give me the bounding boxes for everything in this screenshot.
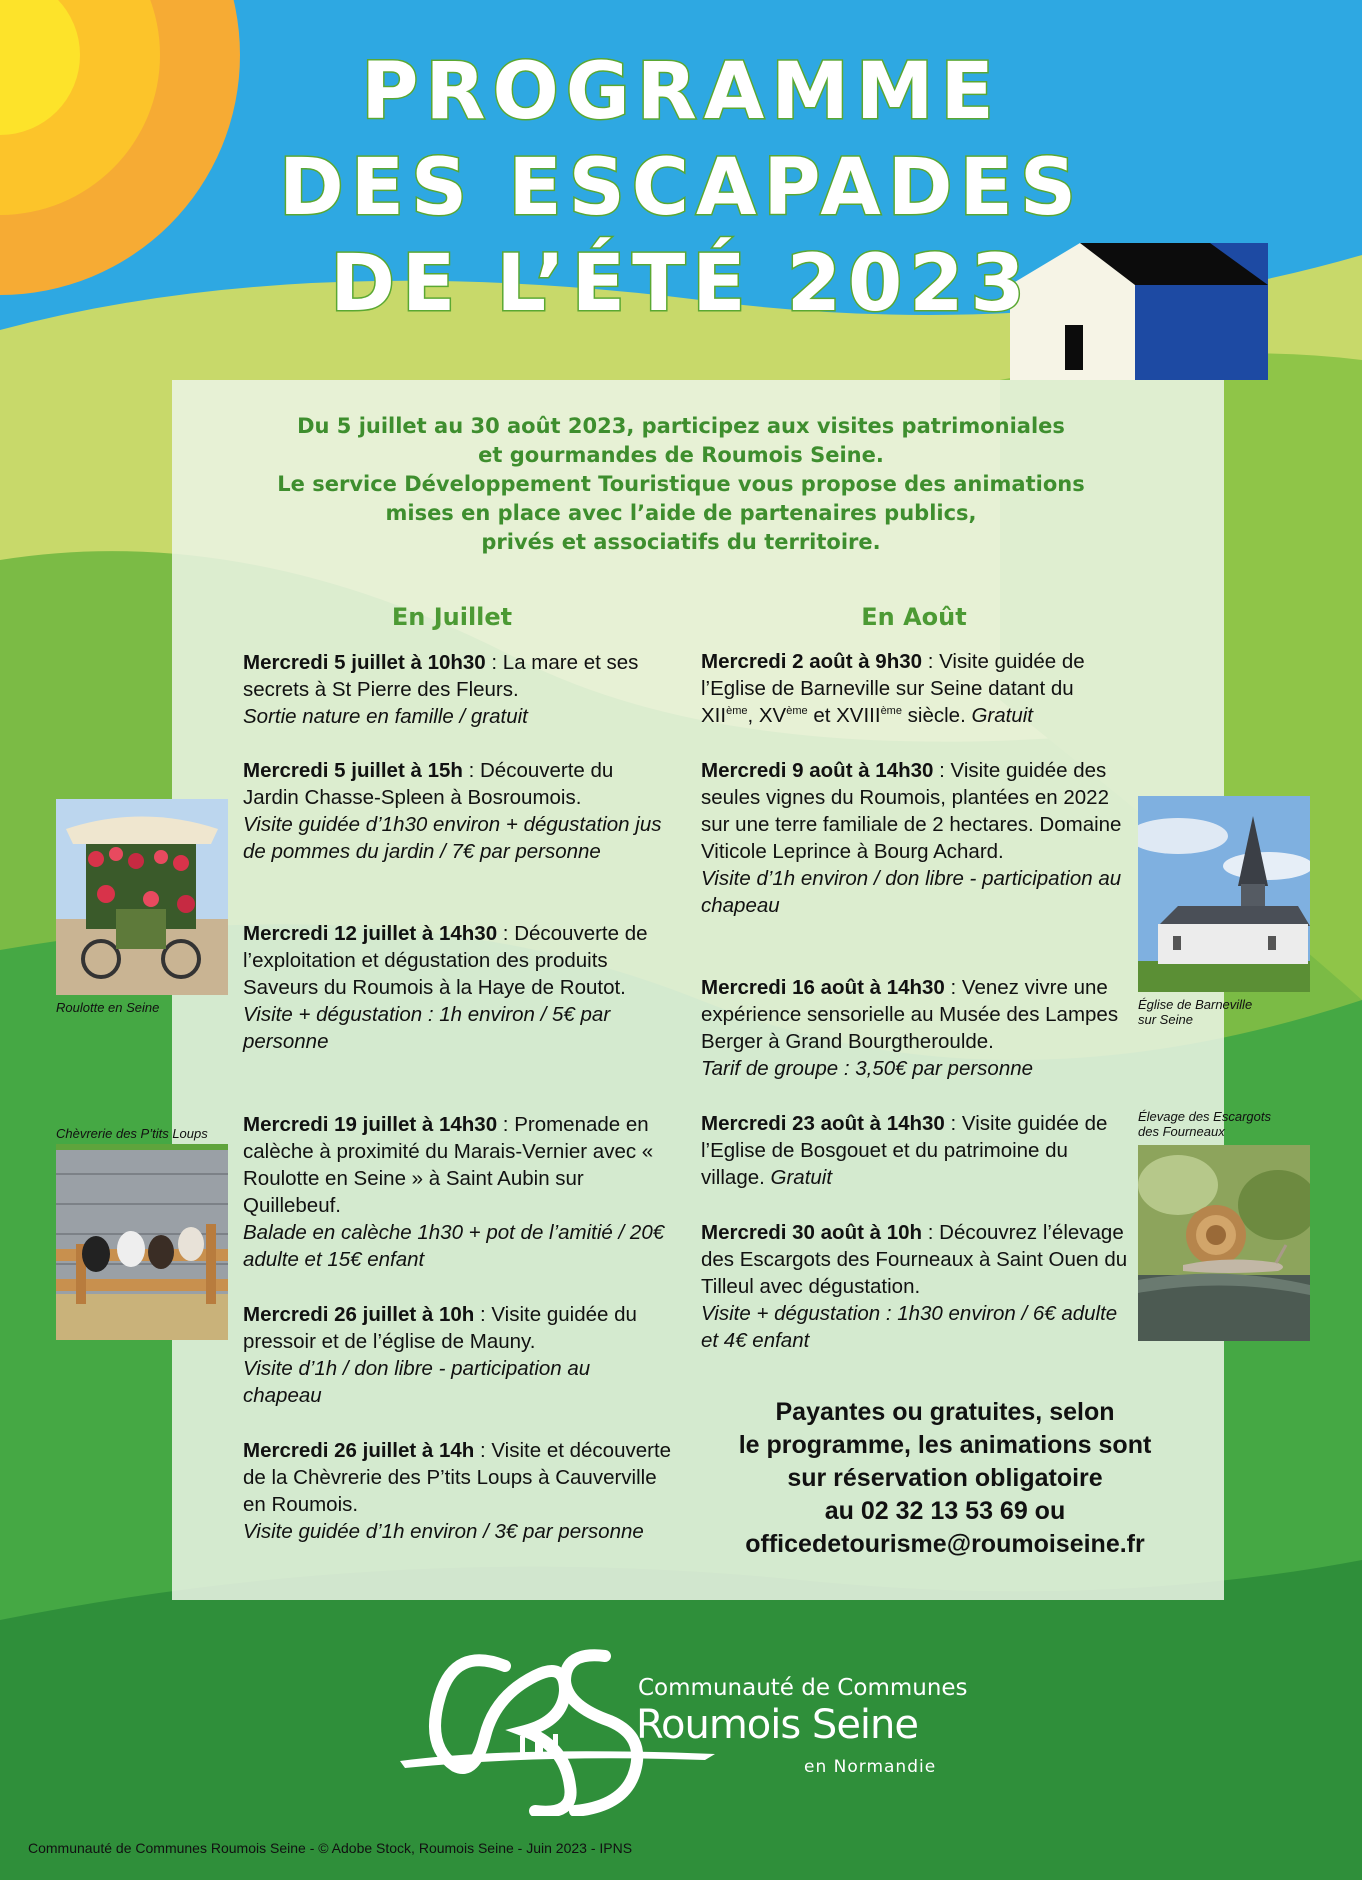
july-event-2: [243, 757, 673, 865]
event-description-part: et XVIII: [807, 704, 881, 727]
event-note: Sortie nature en famille / gratuit: [243, 705, 528, 728]
july-event-3: [243, 920, 673, 1055]
event-description: : Visite guidée de l’Eglise de Bosgouet et du patrimoine du village.: [701, 1112, 1108, 1189]
august-event-4: [701, 1110, 1131, 1191]
july-event-4: [243, 1111, 673, 1273]
photo-roulotte: [56, 799, 228, 995]
event-note: Gratuit: [971, 704, 1033, 727]
event-date: Mercredi 23 août à 14h30: [701, 1112, 945, 1135]
event-description: : Découvrez l’élevage des Escargots des Fourneaux à Saint Ouen du Tilleul avec dégustation.: [701, 1221, 1128, 1298]
event-description: : Venez vivre une expérience sensorielle au Musée des Lampes Berger à Grand Bourgtheroulde.: [701, 976, 1119, 1053]
august-event-5: [701, 1219, 1131, 1354]
superscript: ème: [786, 705, 808, 718]
reservation-contact: [700, 1396, 1190, 1561]
event-description: : La mare et ses secrets à St Pierre des Fleurs.: [243, 651, 639, 701]
august-heading: En Août: [861, 603, 967, 631]
photo-escargots: [1138, 1145, 1310, 1341]
july-event-5: [243, 1301, 673, 1409]
intro-line-1: Du 5 juillet au 30 août 2023, participez aux visites patrimoniales: [297, 414, 1065, 438]
contact-line-2: le programme, les animations sont: [738, 1431, 1152, 1459]
event-description-part: siècle.: [901, 704, 972, 727]
caption-chevrerie: Chèvrerie des P’tits Loups: [56, 1126, 208, 1141]
superscript: ème: [880, 705, 902, 718]
caption-eglise: [1138, 997, 1252, 1027]
event-note: Visite guidée d’1h environ / 3€ par personne: [243, 1520, 644, 1543]
event-description: : Visite guidée des seules vignes du Roumois, plantées en 2022 sur une terre familiale de 2 hectares. Domaine Viticole Leprince à Bourg Achard.: [701, 759, 1122, 863]
event-note: Visite + dégustation : 1h30 environ / 6€ adulte et 4€ enfant: [701, 1302, 1118, 1352]
event-date: Mercredi 26 juillet à 10h: [243, 1303, 475, 1326]
july-event-1: [243, 649, 673, 730]
event-note: Visite d’1h / don libre - participation au chapeau: [243, 1357, 591, 1407]
august-event-1: [701, 648, 1131, 729]
contact-line-3: sur réservation obligatoire: [787, 1464, 1103, 1492]
logo-line-3: en Normandie: [804, 1757, 937, 1777]
contact-email[interactable]: officedetourisme@roumoiseine.fr: [745, 1530, 1145, 1558]
title-line-3: DE L’ÉTÉ 2023: [330, 239, 1032, 329]
event-description: : Visite et découverte de la Chèvrerie des P’tits Loups à Cauverville en Roumois.: [243, 1439, 672, 1516]
caption-eglise-line-1: Église de Barneville: [1138, 997, 1253, 1012]
photo-eglise: [1138, 796, 1310, 992]
event-date: Mercredi 9 août à 14h30: [701, 759, 934, 782]
logo-line-1: Communauté de Communes: [638, 1675, 968, 1701]
july-event-6: [243, 1437, 673, 1545]
event-date: Mercredi 19 juillet à 14h30: [243, 1113, 498, 1136]
caption-escargots-line-2: des Fourneaux: [1138, 1124, 1225, 1139]
intro-line-3: Le service Développement Touristique vous propose des animations: [277, 472, 1085, 496]
event-date: Mercredi 5 juillet à 10h30: [243, 651, 486, 674]
caption-roulotte: Roulotte en Seine: [56, 1000, 160, 1015]
caption-eglise-line-2: sur Seine: [1138, 1012, 1193, 1027]
intro-line-4: mises en place avec l’aide de partenaires publics,: [385, 501, 977, 525]
title-line-1: PROGRAMME: [361, 47, 1001, 137]
event-description: : Découverte de l’exploitation et dégustation des produits Saveurs du Roumois à la Haye de Routot.: [243, 922, 648, 999]
event-description-part: , XV: [747, 704, 787, 727]
contact-phone: au 02 32 13 53 69 ou: [824, 1497, 1066, 1525]
event-note: Visite + dégustation : 1h environ / 5€ par personne: [243, 1003, 611, 1053]
july-heading: En Juillet: [391, 603, 513, 631]
superscript: ème: [726, 705, 748, 718]
event-date: Mercredi 5 juillet à 15h: [243, 759, 463, 782]
event-description: : Visite guidée du pressoir et de l’église de Mauny.: [243, 1303, 637, 1353]
event-note: Visite guidée d’1h30 environ + dégustation jus de pommes du jardin / 7€ par personne: [243, 813, 662, 863]
intro-line-5: privés et associatifs du territoire.: [481, 530, 881, 554]
august-event-3: [701, 974, 1131, 1082]
contact-line-1: Payantes ou gratuites, selon: [775, 1398, 1115, 1426]
event-note: Gratuit: [770, 1166, 833, 1189]
logo-line-2: Roumois Seine: [636, 1702, 918, 1748]
event-date: Mercredi 12 juillet à 14h30: [243, 922, 498, 945]
event-note: Balade en calèche 1h30 + pot de l’amitié / 20€ adulte et 15€ enfant: [243, 1221, 665, 1271]
event-description: : Promenade en calèche à proximité du Marais-Vernier avec « Roulotte en Seine » à Saint Aubin sur Quillebeuf.: [243, 1113, 654, 1217]
photo-chevrerie: [56, 1144, 228, 1340]
intro-text: [172, 412, 1190, 557]
intro-line-2: et gourmandes de Roumois Seine.: [478, 443, 884, 467]
event-date: Mercredi 26 juillet à 14h: [243, 1439, 475, 1462]
august-event-2: [701, 757, 1131, 919]
event-description: : Visite guidée de l’Eglise de Barneville sur Seine datant du XII: [701, 650, 1085, 727]
title-line-2: DES ESCAPADES: [278, 143, 1083, 233]
event-note: Visite d’1h environ / don libre - participation au chapeau: [701, 867, 1122, 917]
event-description: : Découverte du Jardin Chasse-Spleen à Bosroumois.: [243, 759, 614, 809]
event-date: Mercredi 30 août à 10h: [701, 1221, 923, 1244]
caption-escargots: [1138, 1109, 1271, 1139]
caption-escargots-line-1: Élevage des Escargots: [1138, 1109, 1271, 1124]
footer-credits: Communauté de Communes Roumois Seine - © Adobe Stock, Roumois Seine - Juin 2023 - IPNS: [28, 1840, 633, 1856]
event-date: Mercredi 2 août à 9h30: [701, 650, 923, 673]
event-date: Mercredi 16 août à 14h30: [701, 976, 945, 999]
event-note: Tarif de groupe : 3,50€ par personne: [701, 1057, 1034, 1080]
page-title: [0, 44, 1362, 332]
